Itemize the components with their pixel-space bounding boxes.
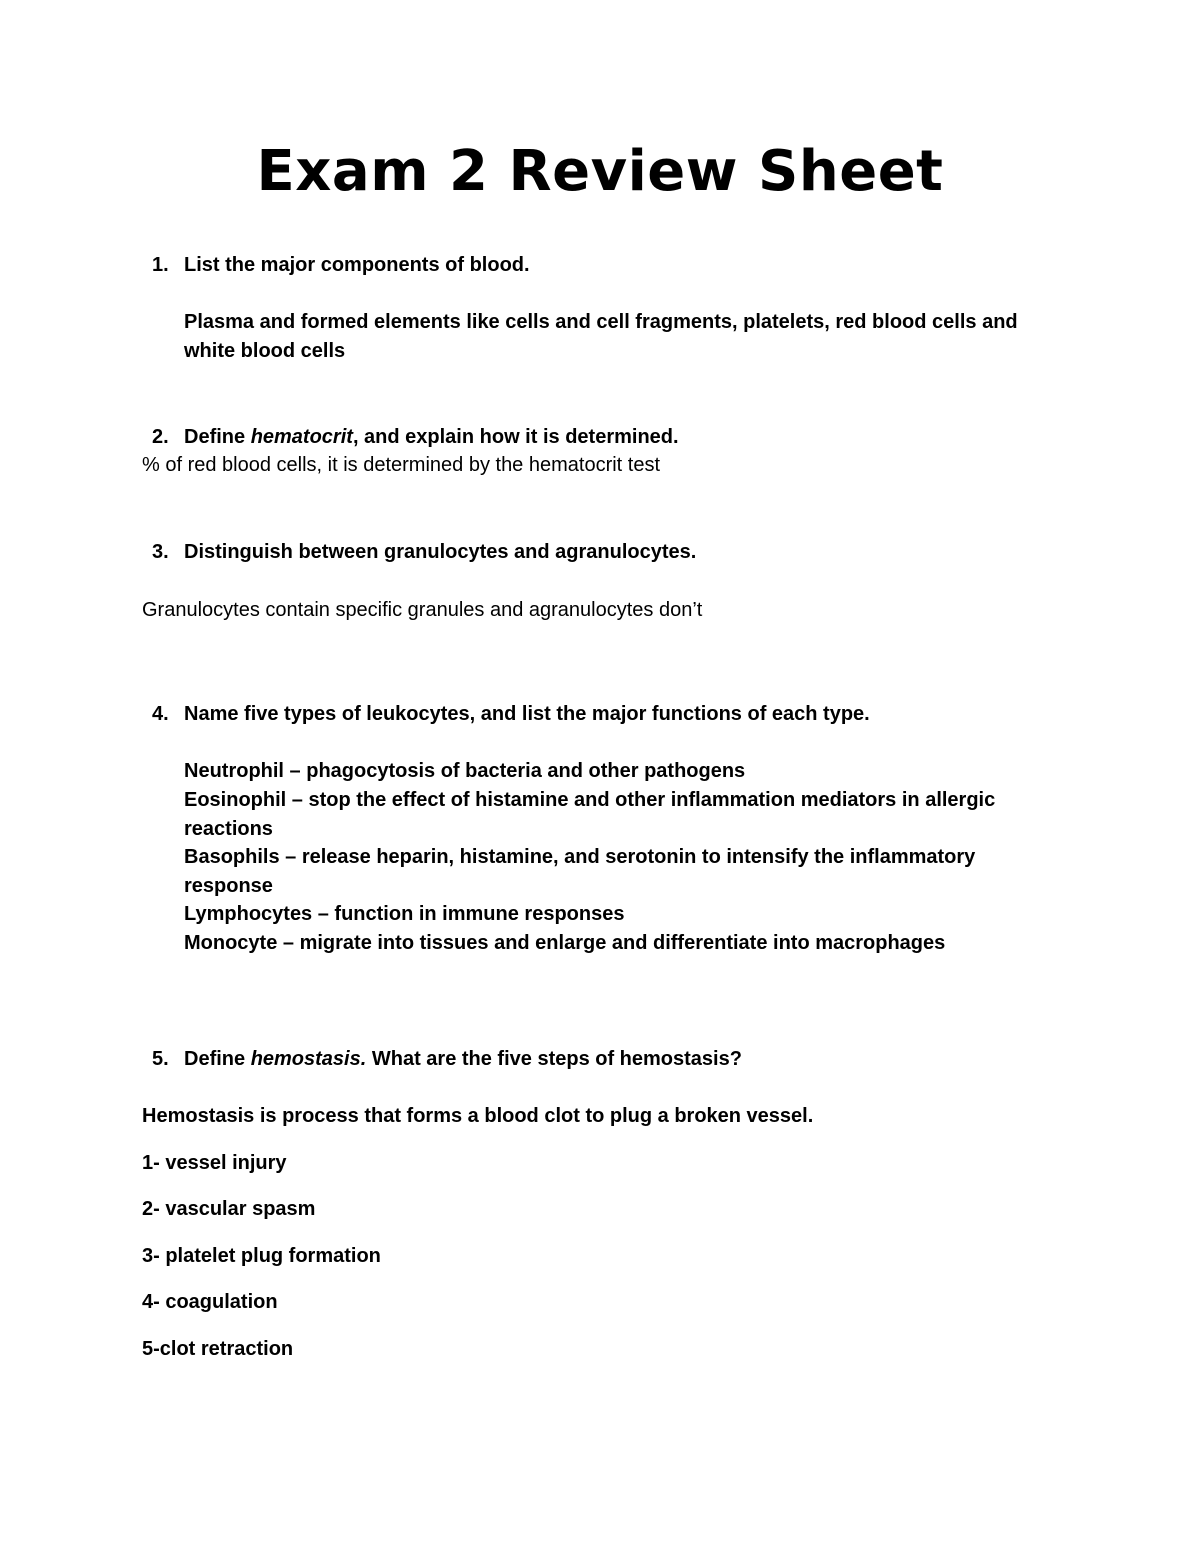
question-1-text: List the major components of blood. — [184, 254, 530, 276]
question-5-term: hemostasis. — [250, 1048, 367, 1070]
answer-4-line-1: Neutrophil – phagocytosis of bacteria and other pathogens — [184, 760, 746, 782]
question-5-prefix: Define — [184, 1048, 251, 1070]
question-3-text: Distinguish between granulocytes and agranulocytes. — [184, 541, 697, 563]
question-5-number: 5. — [152, 1048, 169, 1070]
question-2-term: hematocrit — [250, 426, 353, 448]
hemostasis-step-4: 4- coagulation — [142, 1291, 278, 1313]
answer-4-line-5: response — [184, 875, 273, 897]
answer-3: Granulocytes contain specific granules and agranulocytes don’t — [142, 599, 703, 621]
answer-4-line-2: Eosinophil – stop the effect of histamine and other inflammation mediators in allergic — [184, 789, 996, 811]
answer-4-line-7: Monocyte – migrate into tissues and enlarge and differentiate into macrophages — [184, 932, 946, 954]
question-2-number: 2. — [152, 426, 169, 448]
hemostasis-step-3: 3- platelet plug formation — [142, 1245, 381, 1267]
hemostasis-step-5: 5-clot retraction — [142, 1338, 294, 1360]
hemostasis-step-2: 2- vascular spasm — [142, 1198, 316, 1220]
question-4-number: 4. — [152, 703, 169, 725]
question-2-text — [184, 423, 679, 451]
answer-5: Hemostasis is process that forms a blood clot to plug a broken vessel. — [142, 1105, 814, 1127]
question-2-prefix: Define — [184, 426, 251, 448]
answer-4-line-4: Basophils – release heparin, histamine, and serotonin to intensify the inflammatory — [184, 846, 976, 868]
question-5-suffix: What are the five steps of hemostasis? — [366, 1048, 742, 1070]
answer-4-line-6: Lymphocytes – function in immune responses — [184, 903, 625, 925]
answer-2: % of red blood cells, it is determined by the hematocrit test — [142, 454, 661, 476]
answer-4-line-3: reactions — [184, 818, 273, 840]
question-5-text — [184, 1045, 742, 1073]
question-2-suffix: , and explain how it is determined. — [352, 426, 679, 448]
question-4-text: Name five types of leukocytes, and list the major functions of each type. — [184, 703, 870, 725]
question-1-number: 1. — [152, 254, 169, 276]
hemostasis-step-1: 1- vessel injury — [142, 1152, 287, 1174]
question-3-number: 3. — [152, 541, 169, 563]
answer-1-line-1: Plasma and formed elements like cells and cell fragments, platelets, red blood cells and — [184, 311, 1018, 333]
answer-1-line-2: white blood cells — [184, 340, 346, 362]
page-title: Exam 2 Review Sheet — [256, 139, 944, 204]
